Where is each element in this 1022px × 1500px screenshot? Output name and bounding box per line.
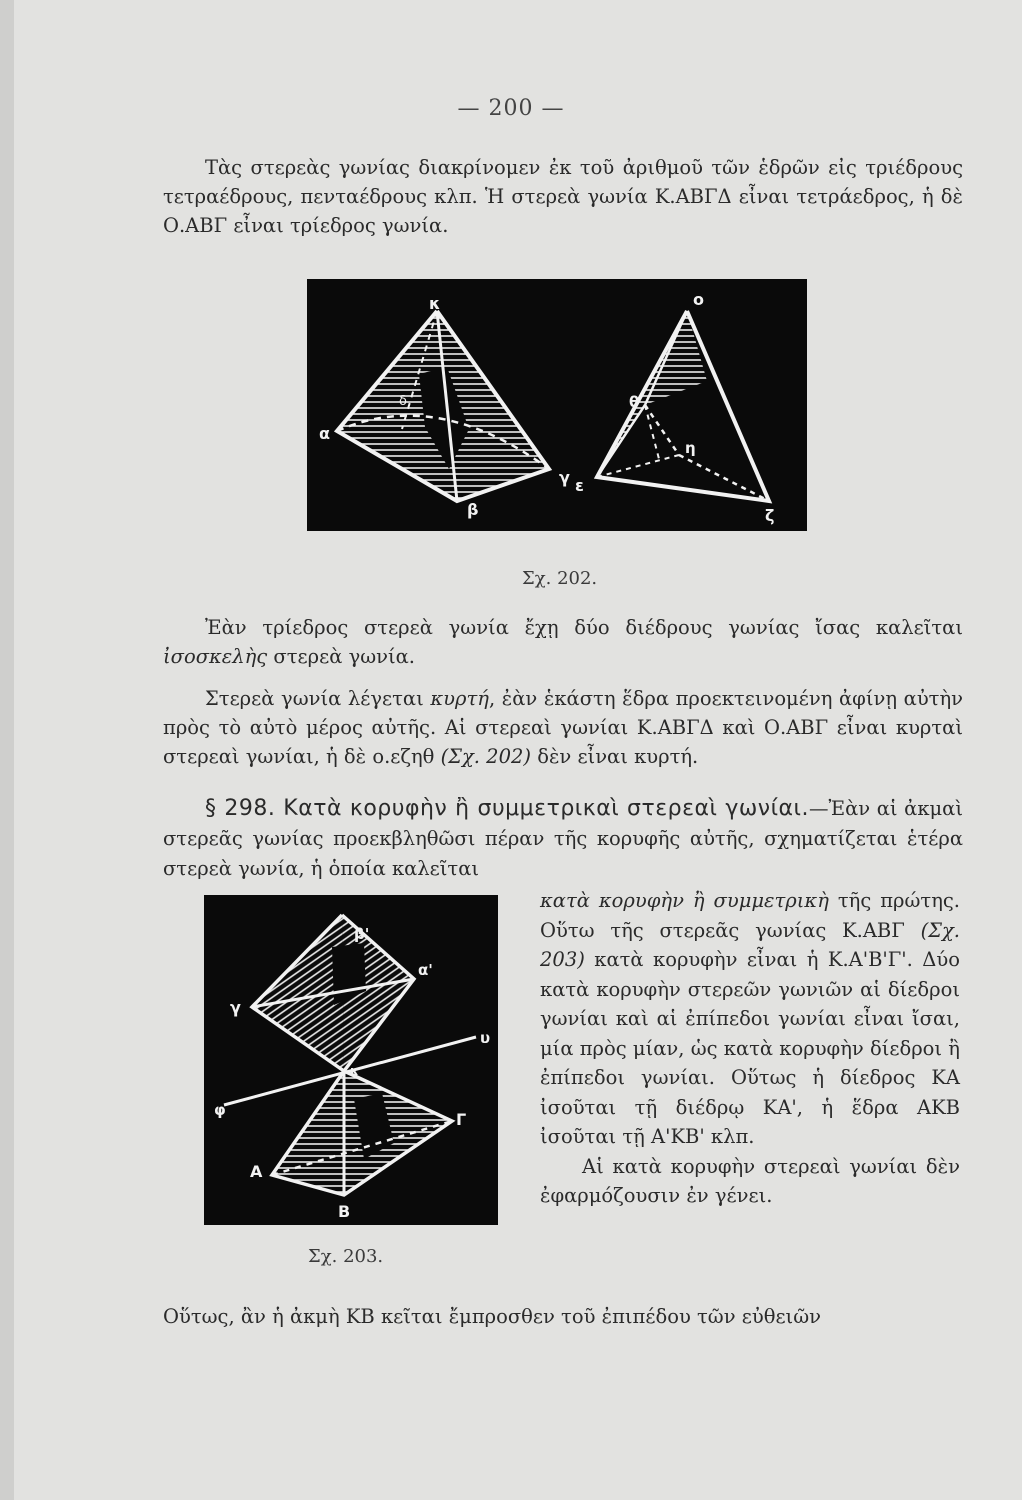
label-g1: γ	[230, 998, 241, 1017]
label-o: ο	[693, 290, 704, 309]
convex-term: κυρτή	[430, 687, 489, 710]
convex-mid: , ἐὰν ἑκάστη ἕδρα προεκτεινομένη ἀφίνῃ αὐτὴν πρὸς τὸ αὐτὸ μέρος αὐτῆς. Αἱ στερεαὶ γωνίαι Κ.ΑΒΓΔ καὶ Ο.ΑΒΓ εἶναι κυρταὶ στερεαὶ γωνίαι, ἡ δὲ ο.εζηθ	[163, 687, 963, 768]
label-b1: β'	[354, 925, 370, 943]
label-h: η	[685, 439, 696, 457]
figure-203	[204, 895, 498, 1225]
label-a: α	[319, 424, 330, 443]
intro-paragraph	[163, 153, 963, 240]
convex-ref: (Σχ. 202)	[440, 745, 531, 768]
label-k: κ	[350, 1064, 359, 1078]
convex-paragraph	[163, 684, 963, 771]
side-text	[540, 886, 960, 1152]
label-e: ε	[575, 476, 584, 495]
side-term: κατὰ κορυφὴν ἢ συμμετρικὴ	[540, 889, 829, 912]
label-g: γ	[559, 468, 570, 487]
intro-text: Τὰς στερεὰς γωνίας διακρίνομεν ἐκ τοῦ ἀριθμοῦ τῶν ἑδρῶν εἰς τριέδρους τετραέδρους, πενταέδρους κλπ. Ἡ στερεὰ γωνία Κ.ΑΒΓΔ εἶναι τετράεδρος, ἡ δὲ Ο.ΑΒΓ εἶναι τρίεδρος γωνία.	[163, 156, 963, 237]
label-g: Γ	[456, 1110, 467, 1129]
figure-203-caption: Σχ. 203.	[308, 1246, 384, 1267]
section-body: —Ἐὰν αἱ ἀκμαὶ στερεᾶς γωνίας προεκβληθῶσι πέραν τῆς κορυφῆς αὐτῆς, σχηματίζεται ἑτέρα στερεὰ γωνία, ἡ ὁποία καλεῖται	[163, 797, 963, 880]
label-u: υ	[480, 1029, 491, 1047]
isosceles-term: ἰσοσκελὴς	[163, 645, 268, 668]
isosceles-pre: Ἐὰν τρίεδρος στερεὰ γωνία ἔχῃ δύο διέδρους γωνίας ἴσας καλεῖται	[205, 616, 963, 639]
side-para2: Αἱ κατὰ κορυφὴν στερεαὶ γωνίαι δὲν ἐφαρμόζουσιν ἐν γένει.	[540, 1154, 960, 1207]
isosceles-paragraph	[163, 613, 963, 671]
side-column	[540, 886, 960, 1211]
side-text2: κατὰ κορυφὴν εἶναι ἡ Κ.Α'Β'Γ'. Δύο κατὰ κορυφὴν στερεῶν γωνιῶν αἱ δίεδροι γωνίαι καὶ αἱ ἐπίπεδοι γωνίαι εἶναι ἴσαι, μία πρὸς μίαν, ὡς κατὰ κορυφὴν δίεδροι ἢ ἐπίπεδοι γωνίαι. Οὕτως ἡ δίεδρος ΚΑ ἰσοῦται τῇ διέδρῳ ΚΑ', ἡ ἕδρα ΑΚΒ ἰσοῦται τῇ Α'ΚΒ' κλπ.	[540, 948, 960, 1148]
last-line: Οὕτως, ἂν ἡ ἀκμὴ ΚΒ κεῖται ἔμπροσθεν τοῦ ἐπιπέδου τῶν εὐθειῶν	[163, 1305, 821, 1328]
label-phi: φ	[214, 1101, 226, 1119]
isosceles-text	[163, 613, 963, 671]
label-d: δ	[399, 394, 407, 409]
section-text	[163, 794, 963, 884]
label-a: Α	[250, 1162, 263, 1181]
side-text1: τῆς πρώτης. Οὕτω τῆς στερεᾶς γωνίας Κ.ΑΒΓ	[540, 889, 960, 942]
section-heading: § 298. Κατὰ κορυφὴν ἢ συμμετρικαὶ στερεαὶ γωνίαι.	[205, 796, 809, 821]
page-edge	[0, 0, 14, 1500]
label-b: Β	[338, 1202, 351, 1221]
page-number: — 200 —	[457, 96, 565, 121]
label-k: κ	[429, 294, 441, 313]
label-a1: α'	[418, 961, 433, 979]
label-b: β	[467, 500, 479, 519]
figure-202	[307, 279, 807, 531]
convex-pre: Στερεὰ γωνία λέγεται	[205, 687, 431, 710]
label-th: θ	[629, 393, 640, 411]
section-298	[163, 794, 963, 884]
side-ref: (Σχ. 203)	[540, 918, 960, 971]
convex-post: δὲν εἶναι κυρτή.	[531, 745, 699, 768]
label-z: ζ	[765, 506, 775, 525]
figure-202-caption: Σχ. 202.	[522, 568, 598, 589]
isosceles-post: στερεὰ γωνία.	[267, 645, 415, 668]
convex-text	[163, 684, 963, 771]
